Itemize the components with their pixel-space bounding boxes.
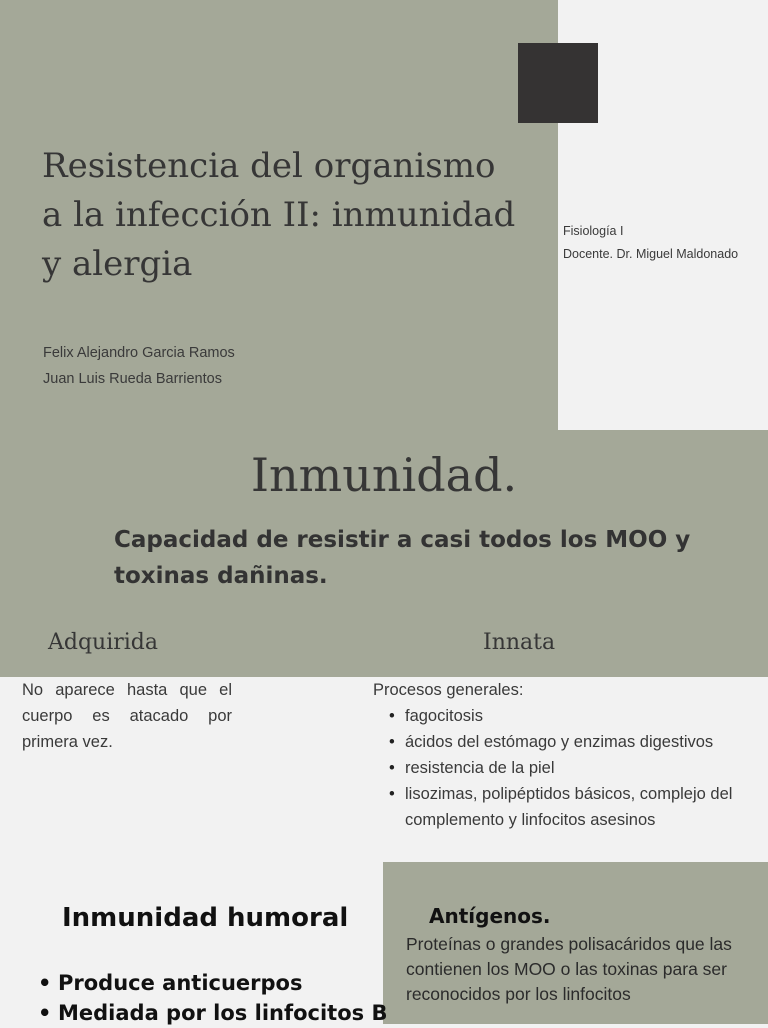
teacher-name: Docente. Dr. Miguel Maldonado (563, 247, 739, 261)
list-item: • lisozimas, polipéptidos básicos, complejo del complemento y linfocitos asesinos (380, 781, 760, 833)
decorative-square (518, 43, 598, 123)
course-name: Fisiología I (563, 224, 624, 238)
innate-label: Innata (483, 630, 556, 655)
acquired-text: No aparece hasta que el cuerpo es atacado por primera vez. (22, 681, 232, 751)
antigen-text: Proteínas o grandes polisacáridos que las contienen los MOO o las toxinas para ser reconocidos por los linfocitos (406, 934, 732, 1004)
course-info (563, 220, 738, 266)
humoral-list (38, 968, 387, 1028)
list-item: • resistencia de la piel (380, 755, 760, 781)
list-item: • Mediada por los linfocitos B (38, 998, 387, 1028)
antigen-title: Antígenos. (429, 904, 551, 928)
authors (43, 340, 235, 392)
author-2: Juan Luis Rueda Barrientos (43, 371, 222, 387)
author-1: Felix Alejandro Garcia Ramos (43, 345, 235, 361)
list-item: • Produce anticuerpos (38, 968, 387, 998)
innate-intro: Procesos generales: (373, 681, 524, 699)
page-title: Resistencia del organismo a la infección II: inmunidad y alergia (42, 146, 516, 284)
list-item: • ácidos del estómago y enzimas digestivos (380, 729, 760, 755)
acquired-label: Adquirida (48, 630, 159, 655)
definition-text: Capacidad de resistir a casi todos los MOO y toxinas dañinas. (114, 527, 691, 589)
humoral-title: Inmunidad humoral (62, 903, 349, 933)
innate-list (380, 703, 760, 833)
section-heading: Inmunidad. (250, 448, 518, 502)
list-item: • fagocitosis (380, 703, 760, 729)
